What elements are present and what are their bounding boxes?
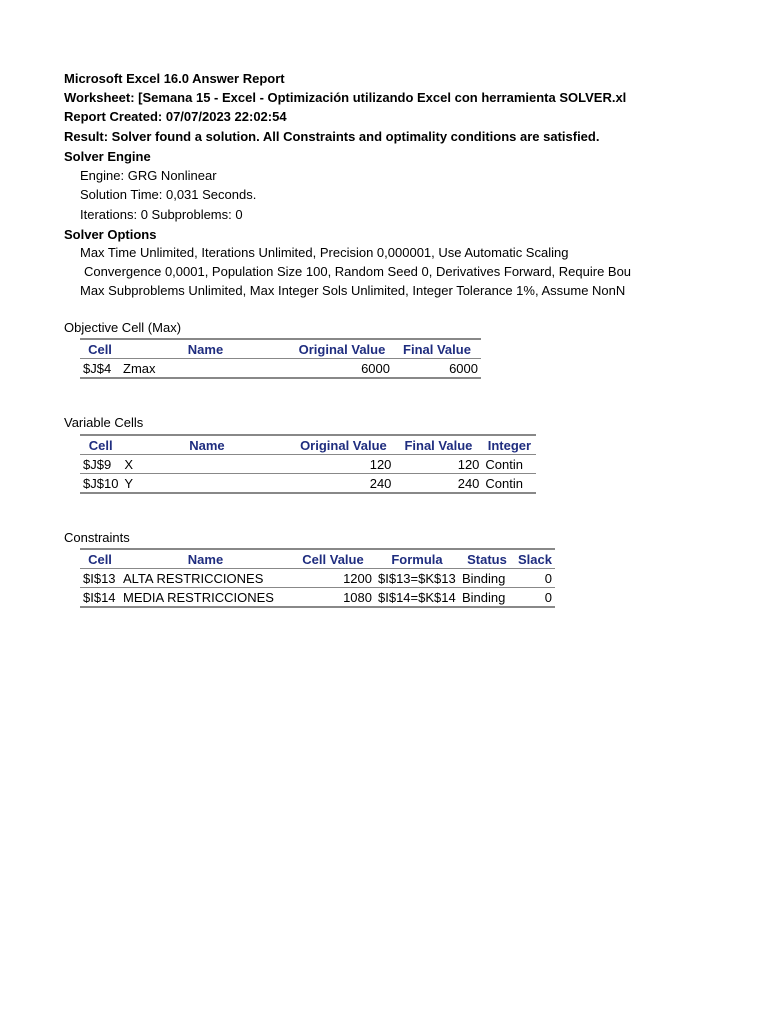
slack: 0 xyxy=(515,588,555,608)
variables-table xyxy=(80,434,536,494)
solver-engine-heading: Solver Engine xyxy=(64,149,151,164)
col-cell: Cell xyxy=(80,339,120,359)
slack: 0 xyxy=(515,569,555,588)
result-line: Result: Solver found a solution. All Constraints and optimality conditions are satisfied. xyxy=(64,129,600,144)
objective-table xyxy=(80,338,481,379)
cell-value: 1200 xyxy=(291,569,375,588)
cell-value: 1080 xyxy=(291,588,375,608)
cell-ref: $I$14 xyxy=(80,588,120,608)
integer-value: Contin xyxy=(482,455,536,474)
col-name: Name xyxy=(120,549,291,569)
original-value: 6000 xyxy=(291,359,393,379)
col-integer: Integer xyxy=(482,435,536,455)
col-status: Status xyxy=(459,549,515,569)
report-created: Report Created: 07/07/2023 22:02:54 xyxy=(64,109,287,124)
options-line-1: Max Time Unlimited, Iterations Unlimited, Precision 0,000001, Use Automatic Scaling xyxy=(80,245,569,260)
cell-ref: $J$10 xyxy=(80,474,121,494)
col-cell: Cell xyxy=(80,549,120,569)
original-value: 120 xyxy=(292,455,394,474)
table-row xyxy=(80,359,481,379)
cell-name: ALTA RESTRICCIONES xyxy=(120,569,291,588)
constraints-label: Constraints xyxy=(64,530,130,545)
status: Binding xyxy=(459,588,515,608)
variables-label: Variable Cells xyxy=(64,415,144,430)
col-final: Final Value xyxy=(394,435,482,455)
iterations-line: Iterations: 0 Subproblems: 0 xyxy=(80,207,243,222)
table-row xyxy=(80,455,536,474)
final-value: 6000 xyxy=(393,359,481,379)
constraints-table xyxy=(80,548,555,608)
col-name: Name xyxy=(120,339,291,359)
cell-name: X xyxy=(121,455,292,474)
worksheet-line: Worksheet: [Semana 15 - Excel - Optimización utilizando Excel con herramienta SOLVER.xl xyxy=(64,90,627,105)
solver-options-heading: Solver Options xyxy=(64,227,157,242)
final-value: 240 xyxy=(394,474,482,494)
solution-time: Solution Time: 0,031 Seconds. xyxy=(80,187,257,202)
cell-ref: $J$4 xyxy=(80,359,120,379)
col-name: Name xyxy=(121,435,292,455)
col-final: Final Value xyxy=(393,339,481,359)
cell-ref: $I$13 xyxy=(80,569,120,588)
cell-name: Zmax xyxy=(120,359,291,379)
engine-line: Engine: GRG Nonlinear xyxy=(80,168,217,183)
table-row xyxy=(80,588,555,608)
final-value: 120 xyxy=(394,455,482,474)
col-slack: Slack xyxy=(515,549,555,569)
report-title: Microsoft Excel 16.0 Answer Report xyxy=(64,71,285,86)
original-value: 240 xyxy=(292,474,394,494)
integer-value: Contin xyxy=(482,474,536,494)
status: Binding xyxy=(459,569,515,588)
cell-ref: $J$9 xyxy=(80,455,121,474)
options-line-3: Max Subproblems Unlimited, Max Integer Sols Unlimited, Integer Tolerance 1%, Assume NonN xyxy=(80,283,626,298)
col-original: Original Value xyxy=(292,435,394,455)
col-original: Original Value xyxy=(291,339,393,359)
options-line-2: Convergence 0,0001, Population Size 100, Random Seed 0, Derivatives Forward, Require Bou xyxy=(84,264,632,279)
formula: $I$13=$K$13 xyxy=(375,569,459,588)
col-formula: Formula xyxy=(375,549,459,569)
formula: $I$14=$K$14 xyxy=(375,588,459,608)
col-cell: Cell xyxy=(80,435,121,455)
table-row xyxy=(80,474,536,494)
cell-name: MEDIA RESTRICCIONES xyxy=(120,588,291,608)
cell-name: Y xyxy=(121,474,292,494)
table-row xyxy=(80,569,555,588)
col-cell-value: Cell Value xyxy=(291,549,375,569)
objective-label: Objective Cell (Max) xyxy=(64,320,182,335)
